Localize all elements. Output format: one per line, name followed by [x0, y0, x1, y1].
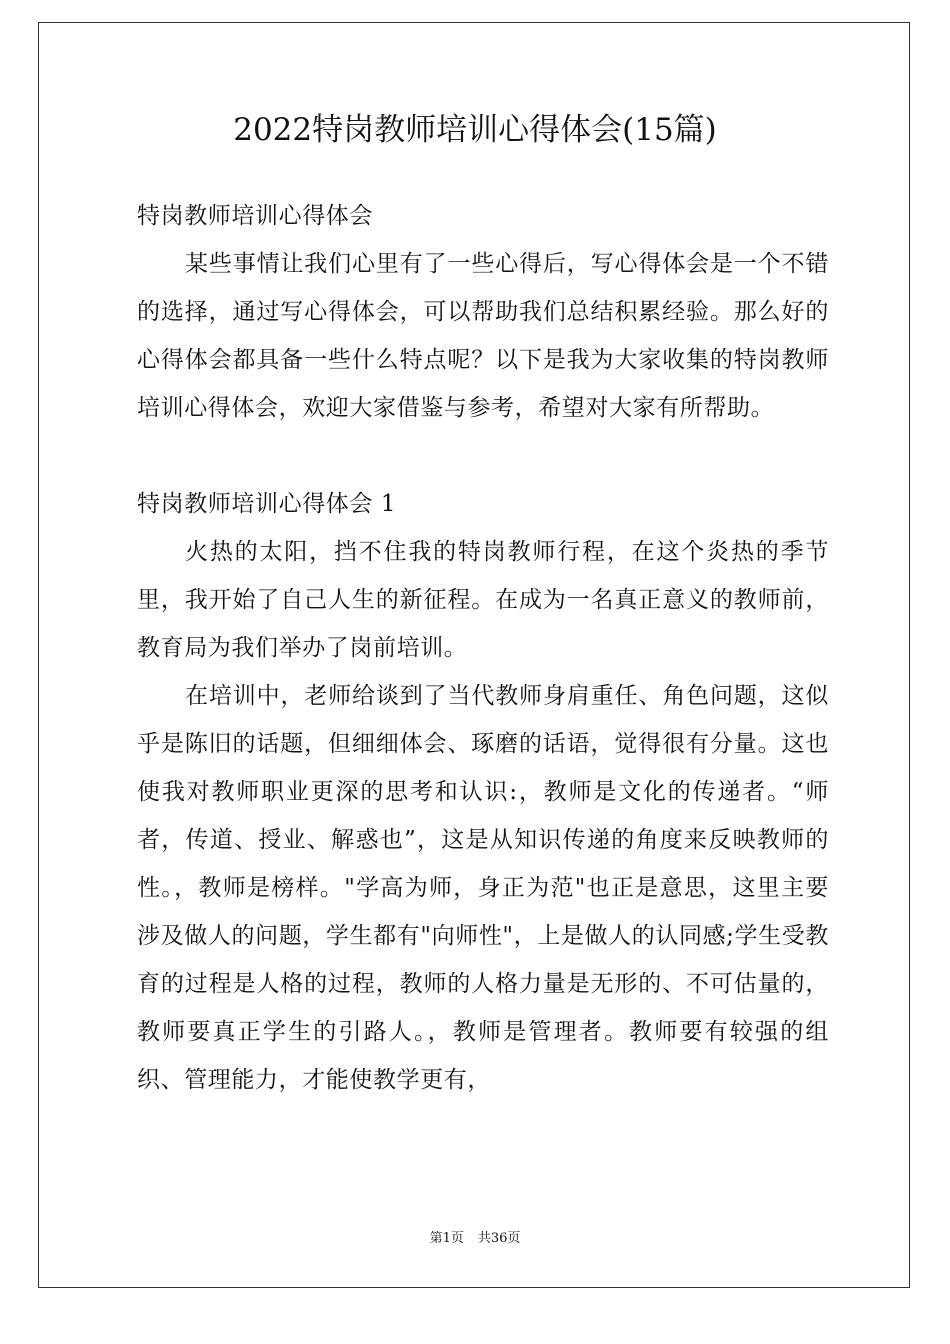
intro-paragraph: 某些事情让我们心里有了一些心得后，写心得体会是一个不错的选择，通过写心得体会，可以帮助我们总结积累经验。那么好的心得体会都具备一些什么特点呢？以下是我为大家收集的特岗教师培训心得体会，欢迎大家借鉴与参考，希望对大家有所帮助。 [137, 251, 829, 421]
page-number: 第1页 [429, 1231, 464, 1246]
total-pages: 共36页 [477, 1231, 521, 1246]
section-1-heading: 特岗教师培训心得体会 1 [137, 491, 397, 517]
section-1-paragraph-1: 火热的太阳，挡不住我的特岗教师行程，在这个炎热的季节里，我开始了自己人生的新征程。在成为一名真正意义的教师前，教育局为我们举办了岗前培训。 [137, 539, 829, 661]
document-title: 2022特岗教师培训心得体会(15篇) [233, 112, 717, 148]
intro-heading: 特岗教师培训心得体会 [137, 203, 373, 229]
page-footer [0, 1230, 950, 1248]
section-1-paragraph-2: 在培训中，老师给谈到了当代教师身肩重任、角色问题，这似乎是陈旧的话题，但细细体会、琢磨的话语，觉得很有分量。这也使我对教师职业更深的思考和认识:，教师是文化的传递者。“师者，传道、授业、解惑也”，这是从知识传递的角度来反映教师的性。，教师是榜样。"学高为师，身正为范"也正是意思，这里主要涉及做人的问题，学生都有"向师性"，上是做人的认同感;学生受教育的过程是人格的过程，教师的人格力量是无形的、不可估量的，教师要真正学生的引路人。，教师是管理者。教师要有较强的组织、管理能力，才能使教学更有， [137, 683, 829, 1093]
document-body [137, 192, 829, 1104]
